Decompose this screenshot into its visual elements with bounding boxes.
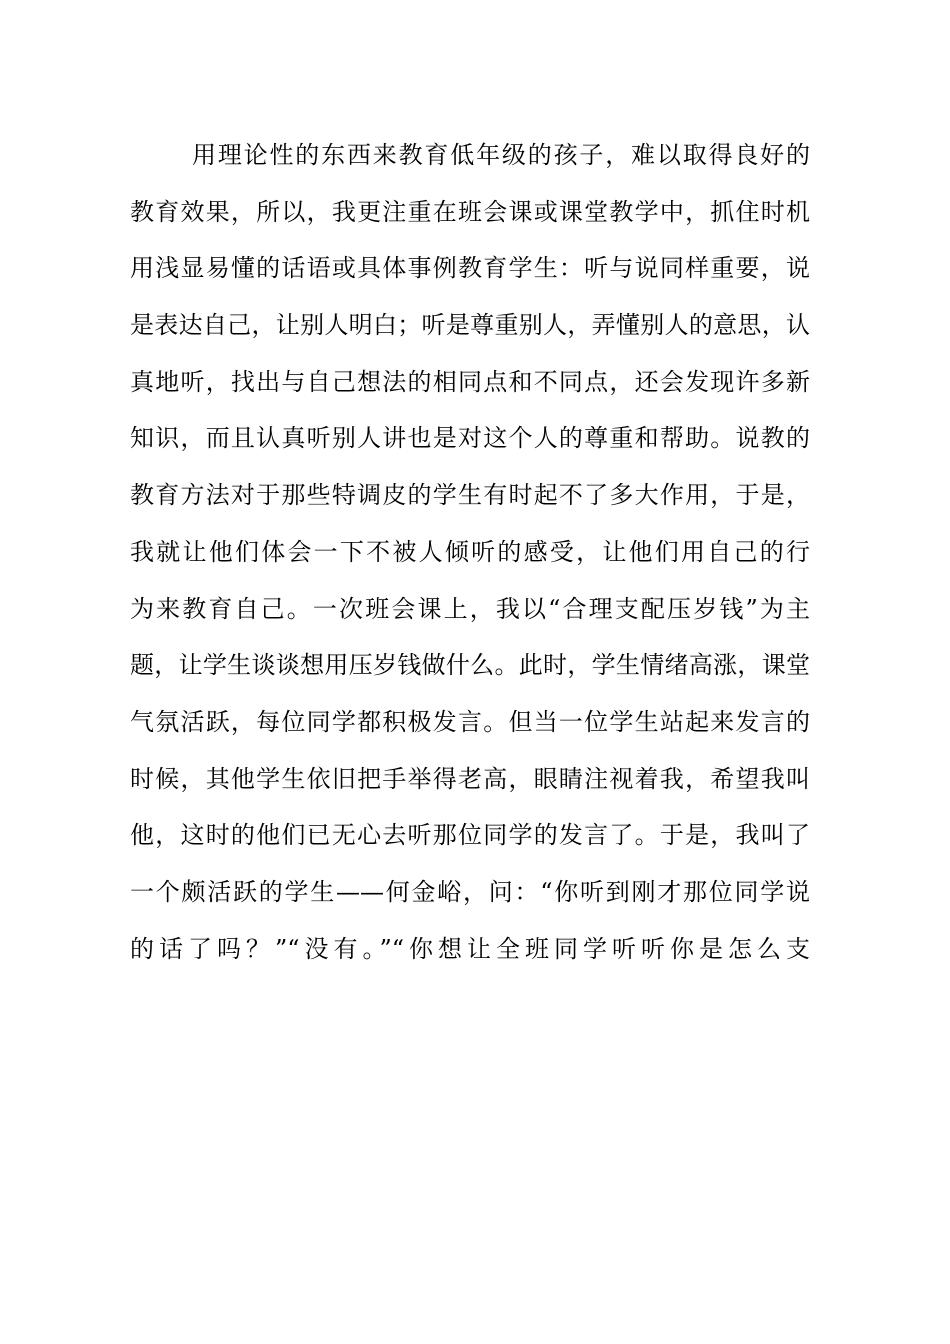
text-line: 题，让学生谈谈想用压岁钱做什么。此时，学生情绪高涨，课堂 xyxy=(130,651,810,680)
text-line: 用理论性的东西来教育低年级的孩子，难以取得良好的 xyxy=(192,141,810,169)
text-line: 用浅显易懂的话语或具体事例教育学生：听与说同样重要，说 xyxy=(130,254,810,283)
body-paragraph xyxy=(130,127,810,977)
text-line: 教育效果，所以，我更注重在班会课或课堂教学中，抓住时机 xyxy=(130,197,810,226)
text-line: 的话了吗？”“没有。”“你想让全班同学听听你是怎么支 xyxy=(130,934,810,963)
text-line: 知识，而且认真听别人讲也是对这个人的尊重和帮助。说教的 xyxy=(130,424,810,453)
text-line: 教育方法对于那些特调皮的学生有时起不了多大作用，于是， xyxy=(130,481,810,510)
text-line: 真地听，找出与自己想法的相同点和不同点，还会发现许多新 xyxy=(130,367,810,396)
text-line: 我就让他们体会一下不被人倾听的感受，让他们用自己的行 xyxy=(130,537,810,566)
text-line: 他，这时的他们已无心去听那位同学的发言了。于是，我叫了 xyxy=(130,821,810,850)
text-line: 是表达自己，让别人明白；听是尊重别人，弄懂别人的意思，认 xyxy=(130,311,810,340)
text-line: 为来教育自己。一次班会课上，我以“合理支配压岁钱”为主 xyxy=(130,594,810,623)
text-line: 气氛活跃，每位同学都积极发言。但当一位学生站起来发言的 xyxy=(130,707,810,736)
text-line: 时候，其他学生依旧把手举得老高，眼睛注视着我，希望我叫 xyxy=(130,764,810,793)
text-line: 一个颇活跃的学生——何金峪，问：“你听到刚才那位同学说 xyxy=(130,877,810,906)
